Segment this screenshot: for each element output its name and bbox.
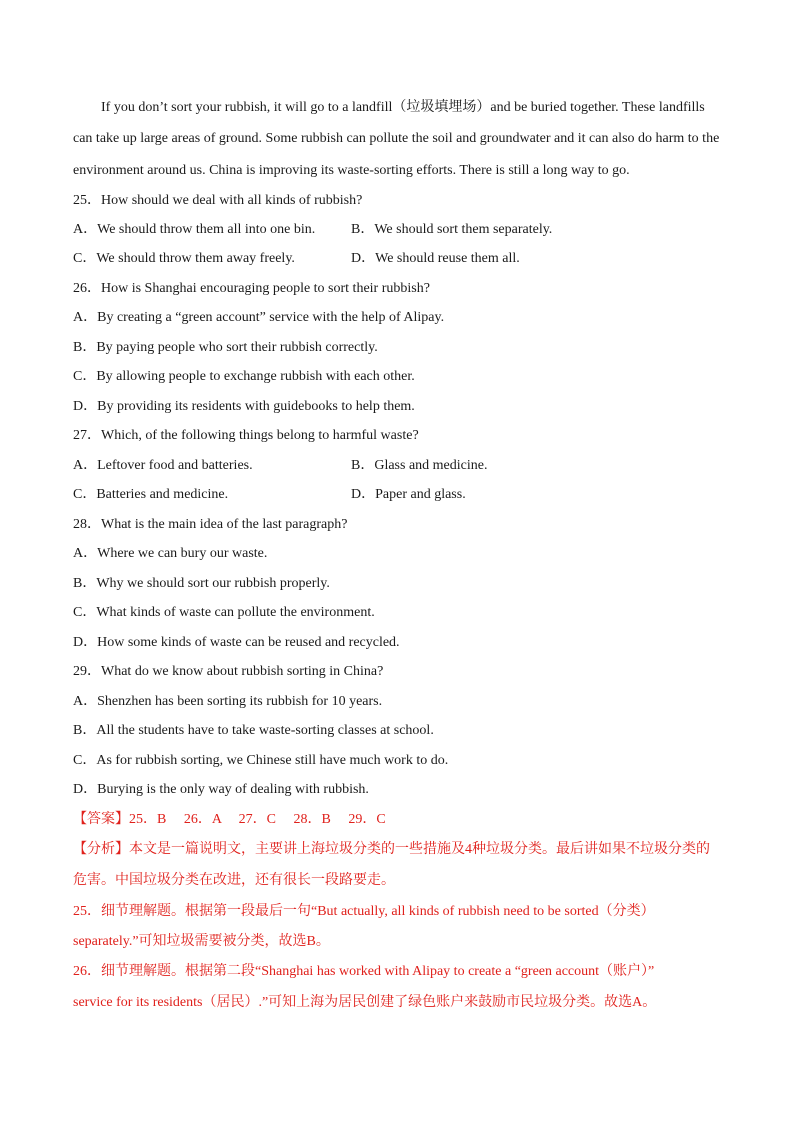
- question-28-stem: 28．What is the main idea of the last paragraph?: [73, 517, 348, 532]
- question-28-option-c: C．What kinds of waste can pollute the environment.: [73, 605, 375, 620]
- question-27-option-d: D．Paper and glass.: [351, 487, 466, 502]
- question-28-option-d: D．How some kinds of waste can be reused and recycled.: [73, 635, 400, 650]
- analysis-line-2: 危害。中国垃圾分类在改进，还有很长一段路要走。: [73, 873, 395, 888]
- answer-key: 【答案】25．B 26．A 27．C 28．B 29．C: [73, 812, 386, 827]
- explanation-26-line-1: 26．细节理解题。根据第二段“Shanghai has worked with Alipay to create a “green account（账户）”: [73, 964, 655, 979]
- question-28-option-a: A．Where we can bury our waste.: [73, 546, 268, 561]
- question-26-option-c: C．By allowing people to exchange rubbish with each other.: [73, 369, 415, 384]
- question-27-stem: 27．Which, of the following things belong to harmful waste?: [73, 428, 419, 443]
- question-25-stem: 25．How should we deal with all kinds of rubbish?: [73, 193, 363, 208]
- question-26-option-d: D．By providing its residents with guidebooks to help them.: [73, 399, 415, 414]
- question-25-option-d: D．We should reuse them all.: [351, 251, 520, 266]
- question-26-option-b: B．By paying people who sort their rubbish correctly.: [73, 340, 378, 355]
- question-25-option-a: A．We should throw them all into one bin.: [73, 222, 316, 237]
- question-27-option-a: A．Leftover food and batteries.: [73, 458, 253, 473]
- question-29-option-a: A．Shenzhen has been sorting its rubbish for 10 years.: [73, 694, 383, 709]
- question-29-option-b: B．All the students have to take waste-sorting classes at school.: [73, 723, 434, 738]
- question-27-option-c: C．Batteries and medicine.: [73, 487, 229, 502]
- analysis-line-1: 【分析】本文是一篇说明文，主要讲上海垃圾分类的一些措施及4种垃圾分类。最后讲如果不垃圾分类的: [73, 842, 710, 857]
- question-26-stem: 26．How is Shanghai encouraging people to sort their rubbish?: [73, 281, 430, 296]
- explanation-26-line-2: service for its residents（居民）.”可知上海为居民创建了绿色账户来鼓励市民垃圾分类。故选A。: [73, 995, 657, 1010]
- question-29-stem: 29．What do we know about rubbish sorting in China?: [73, 664, 384, 679]
- question-29-option-d: D．Burying is the only way of dealing with rubbish.: [73, 782, 369, 797]
- question-25-options-row-1: [73, 221, 315, 239]
- question-28-option-b: B．Why we should sort our rubbish properly.: [73, 576, 330, 591]
- question-26-option-a: A．By creating a “green account” service with the help of Alipay.: [73, 310, 445, 325]
- question-25-option-c: C．We should throw them away freely.: [73, 251, 295, 266]
- question-25-option-b: B．We should sort them separately.: [351, 222, 553, 237]
- question-29-option-c: C．As for rubbish sorting, we Chinese still have much work to do.: [73, 753, 449, 768]
- explanation-25-line-2: separately.”可知垃圾需要被分类，故选B。: [73, 934, 330, 949]
- passage-line-2: can take up large areas of ground. Some rubbish can pollute the soil and groundwater and it can also do harm to the: [73, 131, 720, 146]
- passage-line-3: environment around us. China is improving its waste-sorting efforts. There is still a long way to go.: [73, 163, 630, 178]
- question-27-option-b: B．Glass and medicine.: [351, 458, 488, 473]
- passage-line-1: If you don’t sort your rubbish, it will go to a landfill（垃圾填埋场）and be buried together. These landfills: [101, 100, 705, 115]
- explanation-25-line-1: 25．细节理解题。根据第一段最后一句“But actually, all kinds of rubbish need to be sorted（分类）: [73, 904, 655, 919]
